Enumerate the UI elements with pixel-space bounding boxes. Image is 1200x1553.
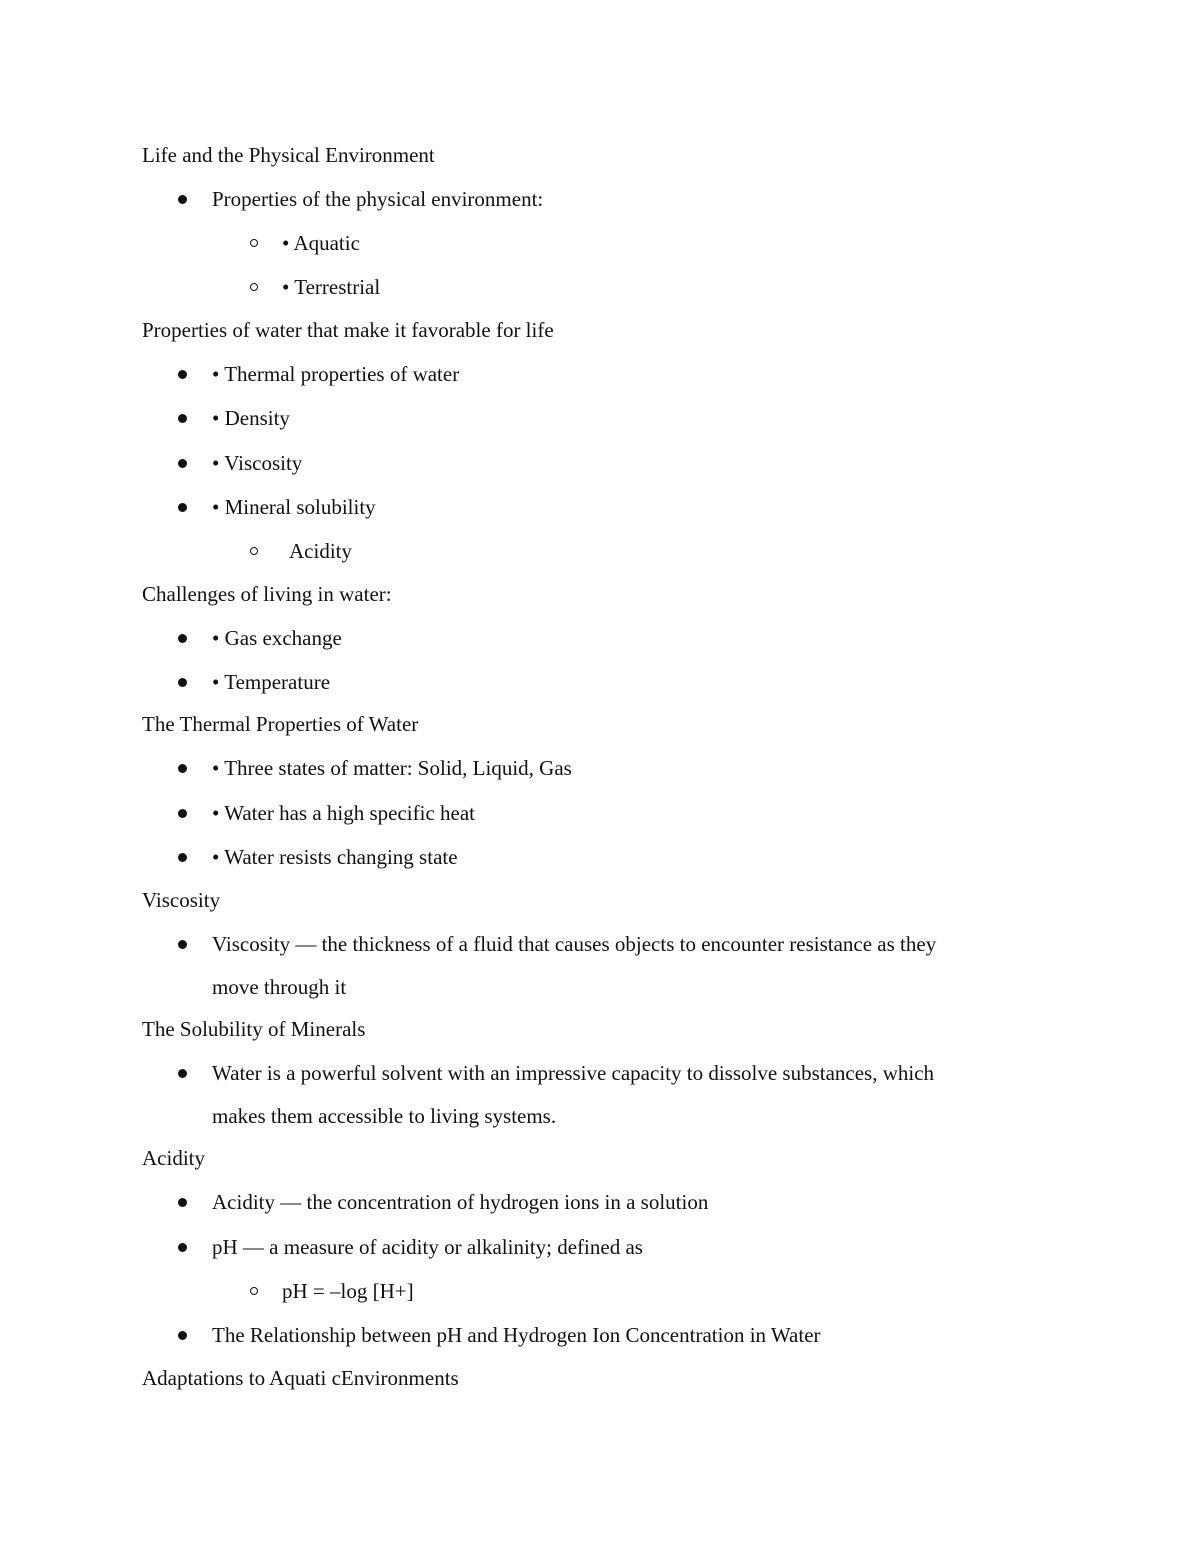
section-heading: Adaptations to Aquati cEnvironments xyxy=(142,1366,459,1390)
section-heading: Viscosity xyxy=(142,888,221,912)
bullet-icon xyxy=(178,1243,187,1252)
bullet-icon xyxy=(178,1331,187,1340)
list-item: • Temperature xyxy=(212,670,331,694)
list-item: Properties of the physical environment: xyxy=(212,187,544,211)
section-heading: Acidity xyxy=(142,1146,205,1170)
list-item: • Three states of matter: Solid, Liquid, Gas xyxy=(212,756,572,780)
list-item: pH — a measure of acidity or alkalinity; defined as xyxy=(212,1235,643,1259)
hollow-bullet-icon xyxy=(250,547,258,555)
bullet-icon xyxy=(178,940,187,949)
list-item: The Relationship between pH and Hydrogen Ion Concentration in Water xyxy=(212,1323,821,1347)
bullet-icon xyxy=(178,634,187,643)
list-item-continuation: move through it xyxy=(212,975,347,999)
section-heading: The Thermal Properties of Water xyxy=(142,712,419,736)
list-item: • Viscosity xyxy=(212,451,303,475)
section-heading: The Solubility of Minerals xyxy=(142,1017,366,1041)
sub-list-item: pH = –log [H+] xyxy=(282,1279,414,1303)
section-heading: Properties of water that make it favorable for life xyxy=(142,318,554,342)
list-item-continuation: makes them accessible to living systems. xyxy=(212,1104,557,1128)
list-item: • Water resists changing state xyxy=(212,845,458,869)
list-item: • Mineral solubility xyxy=(212,495,376,519)
bullet-icon xyxy=(178,1069,187,1078)
bullet-icon xyxy=(178,853,187,862)
bullet-icon xyxy=(178,809,187,818)
sub-list-item: Acidity xyxy=(289,539,352,563)
bullet-icon xyxy=(178,1198,187,1207)
bullet-icon xyxy=(178,195,187,204)
section-heading: Life and the Physical Environment xyxy=(142,143,435,167)
list-item: Water is a powerful solvent with an impressive capacity to dissolve substances, which xyxy=(212,1061,935,1085)
bullet-icon xyxy=(178,678,187,687)
sub-list-item: • Terrestrial xyxy=(282,275,381,299)
bullet-icon xyxy=(178,414,187,423)
bullet-icon xyxy=(178,459,187,468)
list-item: Acidity — the concentration of hydrogen ions in a solution xyxy=(212,1190,709,1214)
sub-list-item: • Aquatic xyxy=(282,231,360,255)
list-item: • Gas exchange xyxy=(212,626,342,650)
list-item: • Thermal properties of water xyxy=(212,362,460,386)
list-item: • Density xyxy=(212,406,290,430)
hollow-bullet-icon xyxy=(250,239,258,247)
section-heading: Challenges of living in water: xyxy=(142,582,392,606)
list-item: Viscosity — the thickness of a fluid that causes objects to encounter resistance as they xyxy=(212,932,937,956)
bullet-icon xyxy=(178,764,187,773)
hollow-bullet-icon xyxy=(250,1287,258,1295)
bullet-icon xyxy=(178,370,187,379)
hollow-bullet-icon xyxy=(250,283,258,291)
bullet-icon xyxy=(178,503,187,512)
list-item: • Water has a high specific heat xyxy=(212,801,476,825)
